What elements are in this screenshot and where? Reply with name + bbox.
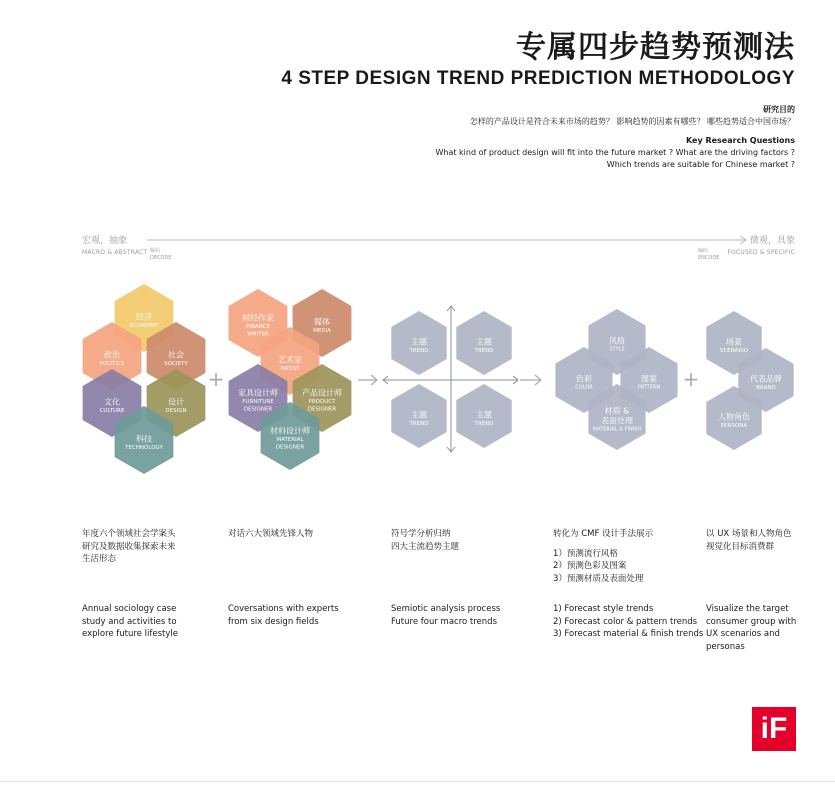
decode-cn: 解码 — [150, 248, 161, 254]
hex-label-cn: 艺术家 — [278, 355, 302, 365]
hex-label-en: TREND — [474, 347, 494, 354]
decode-en: DECODE — [150, 255, 172, 261]
hex-label-en: DESIGN — [165, 407, 187, 414]
step1-desc-en — [82, 603, 178, 641]
step1-desc-cn-line: 年度六个领域社会学案头 — [82, 529, 176, 539]
step4-desc-en-item: 3) Forecast material & finish trends — [553, 629, 704, 639]
step3-hexagon — [456, 311, 511, 375]
step1-desc-cn-line: 生活形态 — [82, 554, 117, 564]
step5-desc-en-line: consumer group with — [706, 616, 797, 627]
hex-label-en: FINANCE — [245, 324, 271, 330]
hex-label-en: CULTURE — [99, 407, 125, 414]
step3-desc-cn-line: 符号学分析归纳 — [391, 529, 451, 539]
key-questions-line-1: What kind of product design will fit into the future market ? What are the driving factors ? — [435, 148, 795, 157]
if-design-logo: iF — [752, 707, 796, 751]
axis-right-en: FOCUSED & SPECIFIC — [727, 249, 795, 256]
step2-desc-en-line: from six design fields — [228, 616, 319, 627]
hex-label-cn: 家具设计师 — [238, 388, 278, 398]
hex-label-cn: 财经作家 — [242, 313, 274, 323]
hex-label-cn: 主题 — [476, 410, 492, 420]
key-questions-line-2: Which trends are suitable for Chinese market ? — [606, 160, 795, 169]
arrow-icon-1 — [358, 375, 377, 385]
research-purpose-heading: 研究目的 — [763, 105, 795, 114]
hex-label-en: TREND — [474, 420, 494, 427]
step2-desc-cn — [228, 528, 313, 541]
step1-desc-cn-line: 研究及数据收集探索未来 — [82, 541, 176, 552]
hex-label-en: FURNITURE — [242, 399, 274, 405]
step4-desc-cn — [553, 528, 653, 585]
hex-label-en: DESIGNER — [275, 444, 305, 451]
step2-desc-en-line: Coversations with experts — [228, 604, 339, 614]
hex-label-cn: 主题 — [411, 410, 427, 420]
step1-desc-en-line: study and activities to — [82, 616, 177, 627]
title-english: 4 STEP DESIGN TREND PREDICTION METHODOLOGY — [281, 68, 795, 89]
plus-icon-1: + — [207, 367, 225, 391]
hex-label-cn: 设计 — [168, 397, 184, 407]
hex-label-en: TECHNOLOGY — [125, 444, 163, 451]
step4-desc-cn-item: 2）预测色彩及图案 — [553, 561, 627, 571]
step4-desc-en — [553, 603, 703, 641]
step2-desc-en — [228, 603, 339, 628]
title-chinese: 专属四步趋势预测法 — [516, 30, 795, 65]
step5-desc-en — [706, 603, 796, 653]
hex-label-en: DESIGNER — [307, 406, 337, 413]
hex-label-cn: 代表品牌 — [750, 374, 782, 384]
hex-label-en: ECONOMY — [129, 322, 159, 329]
key-questions-heading: Key Research Questions — [685, 136, 795, 145]
step3-hexagon — [456, 384, 511, 448]
hex-label-en: TREND — [409, 420, 429, 427]
hex-label-en: MEDIA — [313, 327, 331, 334]
step1-desc-cn — [82, 528, 176, 566]
step5-desc-cn — [706, 528, 791, 553]
step4-desc-en-item: 2) Forecast color & pattern trends — [553, 616, 698, 627]
hex-label-cn: 科技 — [136, 434, 152, 444]
hex-label-cn: 图案 — [641, 374, 657, 384]
step3-desc-cn-line: 四大主流趋势主题 — [391, 541, 460, 552]
hex-label-cn: 材料设计师 — [270, 426, 310, 436]
hex-label-en: STYLE — [609, 346, 625, 353]
step4-desc-cn-item: 1）预测流行风格 — [553, 548, 618, 559]
hex-label-en: SCENARIO — [719, 347, 749, 354]
encode-en: ENCODE — [698, 255, 720, 261]
hex-label-en: DESIGNER — [243, 406, 273, 413]
step4-desc-cn-item: 3）预测材质及表面处理 — [553, 573, 644, 584]
hex-label-en: ARTIST — [280, 365, 300, 372]
hex-label-en: MATERIAL — [276, 437, 304, 443]
step4-desc-cn-title: 转化为 CMF 设计手法展示 — [553, 529, 654, 539]
hex-label-en: BRAND — [756, 384, 776, 391]
step3-desc-cn — [391, 528, 459, 553]
axis-left-en: MACRO & ABSTRACT — [82, 249, 148, 256]
hex-label-cn: 产品设计师 — [302, 388, 342, 398]
hex-label-cn: 场景 — [726, 337, 742, 347]
hex-label-cn: 材质 & — [604, 406, 630, 416]
bottom-divider — [0, 781, 835, 782]
arrow-icon-2 — [520, 375, 541, 385]
step1-desc-en-line: explore future lifestyle — [82, 629, 178, 639]
hex-label-en: PATTERN — [637, 384, 661, 391]
plus-icon-2: + — [682, 367, 700, 391]
step3-desc-en-line: Future four macro trends — [391, 616, 498, 627]
encode-cn: 编码 — [698, 248, 709, 254]
hex-label-cn: 主题 — [476, 337, 492, 347]
step1-desc-en-line: Annual sociology case — [82, 604, 177, 614]
step4-desc-en-item: 1) Forecast style trends — [553, 604, 654, 614]
hex-label-cn: 政治 — [104, 350, 120, 360]
hex-label-cn: 表面处理 — [601, 416, 633, 426]
hex-label-en: POLITICS — [99, 360, 125, 367]
axis-right-cn: 微观，具象 — [749, 236, 795, 246]
hex-label-cn: 色彩 — [576, 374, 592, 384]
axis-left-cn: 宏观，抽象 — [82, 236, 128, 246]
hex-label-cn: 文化 — [104, 397, 120, 407]
step5-desc-cn-line: 以 UX 场景和人物角色 — [706, 529, 792, 539]
hex-label-en: PERSONA — [720, 422, 748, 429]
research-purpose-text: 怎样的产品设计是符合未来市场的趋势？ 影响趋势的因素有哪些？ 哪些趋势适合中国市场？ — [469, 117, 795, 126]
step3-desc-en-line: Semiotic analysis process — [391, 604, 501, 614]
hex-label-cn: 风格 — [609, 336, 625, 346]
hex-label-cn: 社会 — [168, 350, 184, 360]
hex-label-en: SOCIETY — [164, 360, 188, 367]
step3-hexagon — [391, 384, 446, 448]
step3-hexagon — [391, 311, 446, 375]
step5-desc-en-line: Visualize the target — [706, 604, 789, 614]
hex-label-cn: 经济 — [136, 312, 152, 322]
hex-label-en: PRODUCT — [308, 399, 336, 405]
hex-label-cn: 媒体 — [314, 317, 330, 327]
hex-label-en: MATERIAL & FINISH — [592, 426, 642, 433]
step5-desc-en-line: personas — [706, 641, 745, 652]
step5-desc-en-line: UX scenarios and — [706, 629, 780, 639]
hex-label-cn: 主题 — [411, 337, 427, 347]
step5-desc-cn-line: 视觉化目标消费群 — [706, 541, 775, 552]
step2-desc-cn-line: 对话六大领域先锋人物 — [228, 529, 314, 539]
step3-desc-en — [391, 603, 500, 628]
hex-label-en: COLOR — [575, 384, 593, 391]
hex-label-cn: 人物角色 — [718, 412, 750, 422]
hex-label-en: WRITER — [247, 331, 269, 338]
hex-label-en: TREND — [409, 347, 429, 354]
